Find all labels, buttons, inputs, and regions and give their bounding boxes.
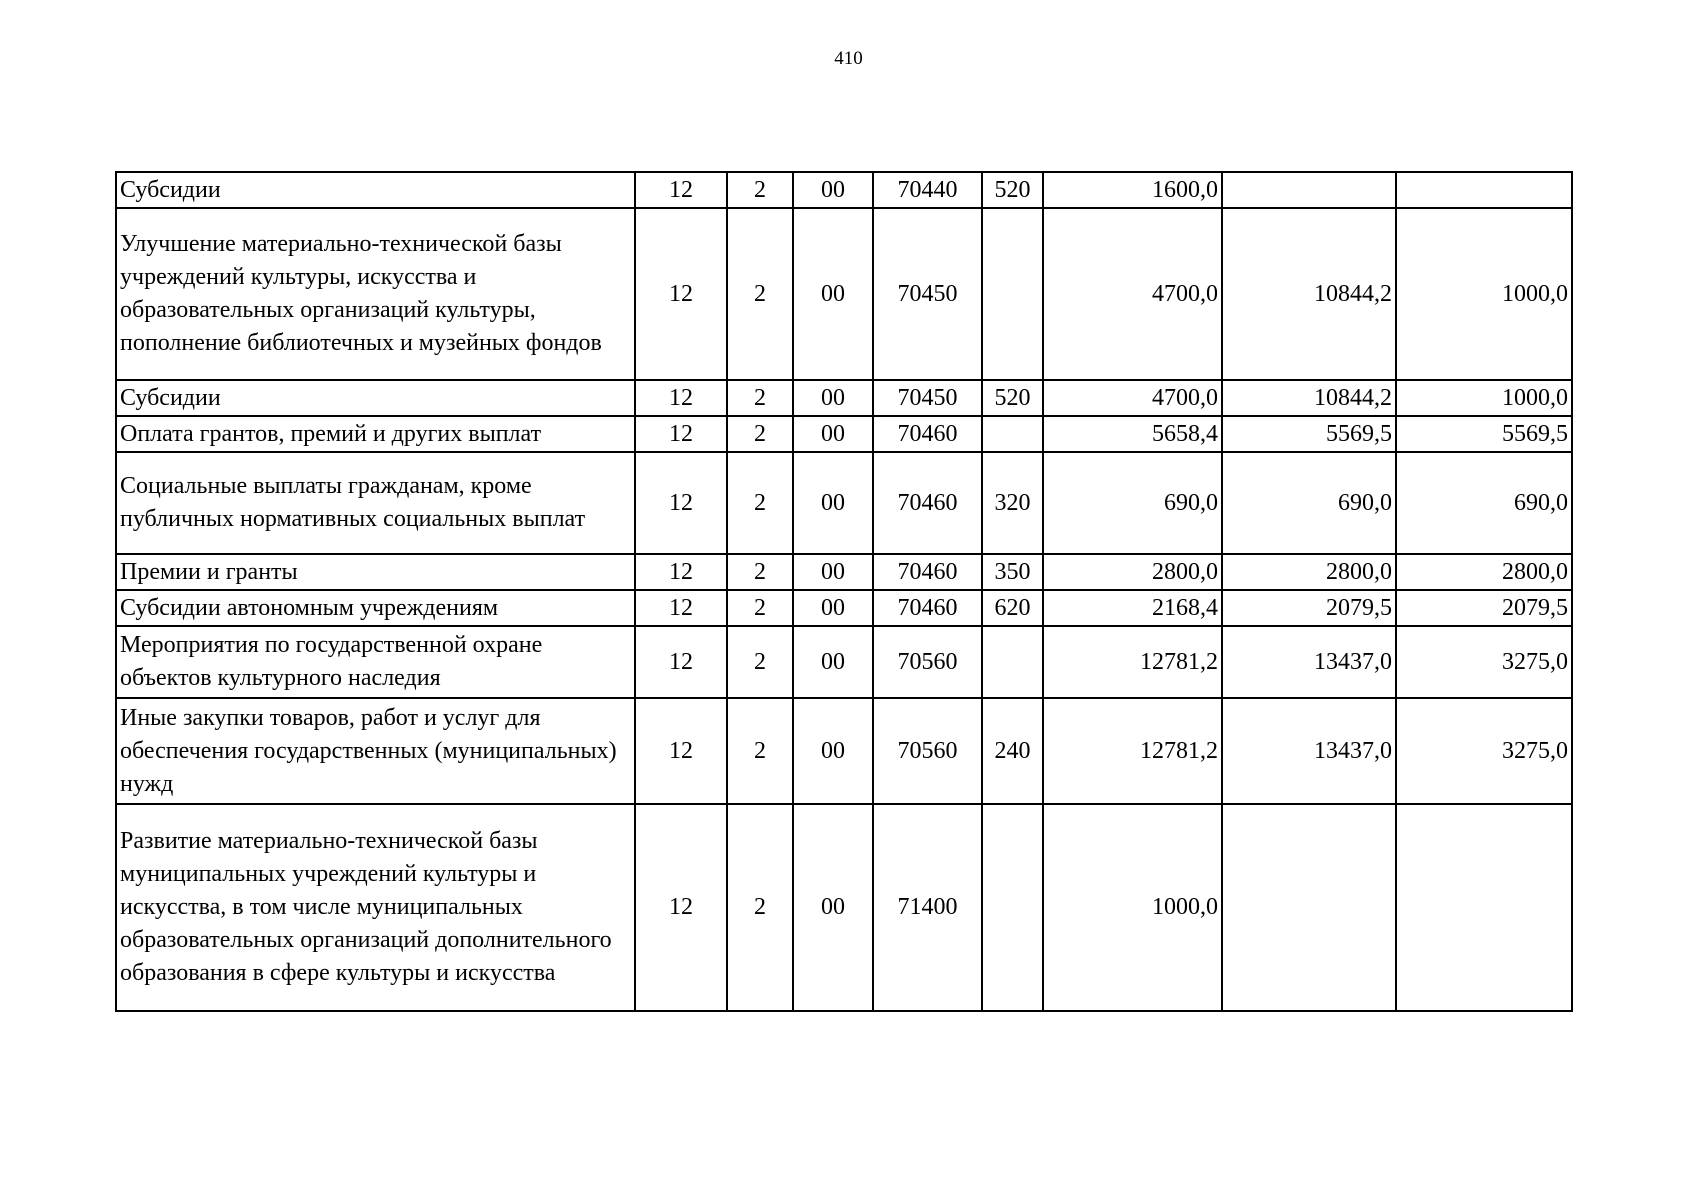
- expense-type-code: [982, 416, 1043, 452]
- amount-year-1: 5658,4: [1043, 416, 1222, 452]
- amount-year-1: 690,0: [1043, 452, 1222, 554]
- program-code: 2: [727, 416, 793, 452]
- expense-type-code: 620: [982, 590, 1043, 626]
- table-row: [116, 804, 1572, 1011]
- program-code: 2: [727, 626, 793, 698]
- table-row: [116, 380, 1572, 416]
- amount-year-2: 5569,5: [1222, 416, 1396, 452]
- amount-year-3: [1396, 804, 1572, 1011]
- amount-year-1: 4700,0: [1043, 380, 1222, 416]
- subprogram-code: 00: [793, 590, 873, 626]
- direction-code: 70460: [873, 554, 982, 590]
- row-description: Субсидии автономным учреждениям: [116, 590, 635, 626]
- table-row: [116, 698, 1572, 804]
- section-code: 12: [635, 698, 727, 804]
- section-code: 12: [635, 804, 727, 1011]
- section-code: 12: [635, 416, 727, 452]
- program-code: 2: [727, 452, 793, 554]
- program-code: 2: [727, 172, 793, 208]
- amount-year-3: 3275,0: [1396, 698, 1572, 804]
- subprogram-code: 00: [793, 698, 873, 804]
- table-row: [116, 554, 1572, 590]
- table-row: [116, 208, 1572, 380]
- section-code: 12: [635, 208, 727, 380]
- amount-year-1: 2168,4: [1043, 590, 1222, 626]
- amount-year-2: 13437,0: [1222, 626, 1396, 698]
- table-row: [116, 452, 1572, 554]
- subprogram-code: 00: [793, 416, 873, 452]
- subprogram-code: 00: [793, 380, 873, 416]
- amount-year-2: [1222, 804, 1396, 1011]
- subprogram-code: 00: [793, 554, 873, 590]
- amount-year-1: 1600,0: [1043, 172, 1222, 208]
- amount-year-3: 1000,0: [1396, 208, 1572, 380]
- amount-year-3: 690,0: [1396, 452, 1572, 554]
- direction-code: 70450: [873, 380, 982, 416]
- direction-code: 70560: [873, 626, 982, 698]
- amount-year-1: 12781,2: [1043, 626, 1222, 698]
- expense-type-code: [982, 208, 1043, 380]
- section-code: 12: [635, 590, 727, 626]
- amount-year-2: 2079,5: [1222, 590, 1396, 626]
- direction-code: 70460: [873, 590, 982, 626]
- amount-year-2: 2800,0: [1222, 554, 1396, 590]
- row-description: Мероприятия по государственной охране объектов культурного наследия: [116, 626, 635, 698]
- expense-type-code: [982, 804, 1043, 1011]
- section-code: 12: [635, 554, 727, 590]
- amount-year-3: 2800,0: [1396, 554, 1572, 590]
- program-code: 2: [727, 590, 793, 626]
- row-description: Субсидии: [116, 380, 635, 416]
- row-description: Субсидии: [116, 172, 635, 208]
- row-description: Социальные выплаты гражданам, кроме публичных нормативных социальных выплат: [116, 452, 635, 554]
- row-description: Улучшение материально-технической базы учреждений культуры, искусства и образовательных организаций культуры, пополнение библиотечных и музейных фондов: [116, 208, 635, 380]
- row-description: Иные закупки товаров, работ и услуг для обеспечения государственных (муниципальных) нужд: [116, 698, 635, 804]
- amount-year-2: [1222, 172, 1396, 208]
- program-code: 2: [727, 804, 793, 1011]
- section-code: 12: [635, 626, 727, 698]
- program-code: 2: [727, 698, 793, 804]
- expense-type-code: 320: [982, 452, 1043, 554]
- section-code: 12: [635, 452, 727, 554]
- expense-type-code: 350: [982, 554, 1043, 590]
- program-code: 2: [727, 208, 793, 380]
- direction-code: 71400: [873, 804, 982, 1011]
- section-code: 12: [635, 380, 727, 416]
- direction-code: 70560: [873, 698, 982, 804]
- amount-year-1: 2800,0: [1043, 554, 1222, 590]
- amount-year-1: 1000,0: [1043, 804, 1222, 1011]
- table-row: [116, 590, 1572, 626]
- direction-code: 70440: [873, 172, 982, 208]
- amount-year-2: 13437,0: [1222, 698, 1396, 804]
- expense-type-code: 520: [982, 172, 1043, 208]
- amount-year-3: 3275,0: [1396, 626, 1572, 698]
- row-description: Премии и гранты: [116, 554, 635, 590]
- subprogram-code: 00: [793, 626, 873, 698]
- subprogram-code: 00: [793, 208, 873, 380]
- table-row: [116, 416, 1572, 452]
- amount-year-3: [1396, 172, 1572, 208]
- amount-year-1: 12781,2: [1043, 698, 1222, 804]
- expense-type-code: 240: [982, 698, 1043, 804]
- amount-year-3: 1000,0: [1396, 380, 1572, 416]
- table-row: [116, 626, 1572, 698]
- section-code: 12: [635, 172, 727, 208]
- amount-year-3: 2079,5: [1396, 590, 1572, 626]
- subprogram-code: 00: [793, 452, 873, 554]
- subprogram-code: 00: [793, 172, 873, 208]
- row-description: Развитие материально-технической базы муниципальных учреждений культуры и искусства, в том числе муниципальных образовательных организаций дополнительного образования в сфере культуры и искусства: [116, 804, 635, 1011]
- subprogram-code: 00: [793, 804, 873, 1011]
- amount-year-2: 690,0: [1222, 452, 1396, 554]
- amount-year-2: 10844,2: [1222, 208, 1396, 380]
- amount-year-3: 5569,5: [1396, 416, 1572, 452]
- amount-year-2: 10844,2: [1222, 380, 1396, 416]
- budget-table: [115, 171, 1573, 1012]
- table-row: [116, 172, 1572, 208]
- row-description: Оплата грантов, премий и других выплат: [116, 416, 635, 452]
- amount-year-1: 4700,0: [1043, 208, 1222, 380]
- expense-type-code: [982, 626, 1043, 698]
- program-code: 2: [727, 380, 793, 416]
- budget-table-body: [116, 172, 1572, 1011]
- direction-code: 70450: [873, 208, 982, 380]
- expense-type-code: 520: [982, 380, 1043, 416]
- direction-code: 70460: [873, 452, 982, 554]
- program-code: 2: [727, 554, 793, 590]
- page-number: 410: [834, 48, 863, 69]
- direction-code: 70460: [873, 416, 982, 452]
